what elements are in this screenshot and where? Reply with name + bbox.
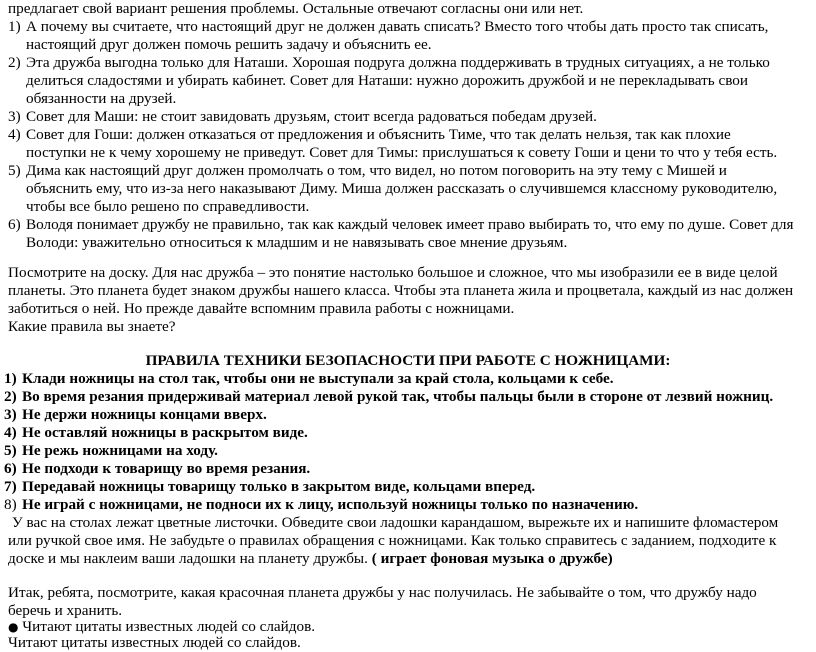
answer-item-2 <box>8 54 770 72</box>
rule-number: 2) <box>4 388 17 405</box>
rule-item-2 <box>4 388 773 406</box>
answer-line: чтобы все было решено по справедливости. <box>26 198 310 215</box>
answer-item-5 <box>8 162 727 180</box>
answer-number: 3) <box>8 108 21 125</box>
rule-text: Не играй с ножницами, не подноси их к лицу, используй ножницы только по назначению. <box>22 496 639 513</box>
rule-text: Клади ножницы на стол так, чтобы они не выступали за край стола, кольцами к себе. <box>22 370 614 387</box>
answer-line: Эта дружба выгодна только для Наташи. Хорошая подруга должна поддерживать в трудных ситуациях, а не только <box>26 54 770 71</box>
board-paragraph-line: Посмотрите на доску. Для нас дружба – это понятие настолько большое и сложное, что мы изобразили ее в виде целой <box>8 264 778 281</box>
rule-text: Во время резания придерживай материал левой рукой так, чтобы пальцы были в стороне от лезвий ножниц. <box>22 388 774 405</box>
answer-line: А почему вы считаете, что настоящий друг не должен давать списать? Вместо того чтобы дать просто так списать, <box>26 18 769 35</box>
rule-number: 6) <box>4 460 17 477</box>
answer-line: объяснить ему, что из-за него наказывают Диму. Миша должен рассказать о случившемся классному руководителю, <box>26 180 778 197</box>
answer-item-4 <box>8 126 731 144</box>
answer-number: 6) <box>8 216 21 233</box>
rule-text: Не подходи к товарищу во время резания. <box>22 460 311 477</box>
rule-text: Не держи ножницы концами вверх. <box>22 406 267 423</box>
rule-item-1 <box>4 370 614 388</box>
rule-text: Передавай ножницы товарищу только в закрытом виде, кольцами вперед. <box>22 478 536 495</box>
answer-line: делиться сладостями и убирать кабинет. Совет для Наташи: нужно дорожить дружбой и не перекладывать свои <box>26 72 749 89</box>
answer-line: Совет для Маши: не стоит завидовать друзьям, стоит всегда радоваться победам друзей. <box>26 108 597 125</box>
task-text: доске и мы наклеим ваши ладошки на планету дружбы. <box>8 550 368 567</box>
board-paragraph-line: заботиться о ней. Но прежде давайте вспомним правила работы с ножницами. <box>8 300 515 317</box>
answer-line: настоящий друг должен помочь решить задачу и объяснить ее. <box>26 36 432 53</box>
board-paragraph-line: планеты. Это планета будет знаком дружбы нашего класса. Чтобы эта планета жила и процветала, каждый из нас должен <box>8 282 794 299</box>
answer-number: 4) <box>8 126 21 143</box>
bullet-text: Читают цитаты известных людей со слайдов. <box>22 618 316 635</box>
rule-text: Не режь ножницами на ходу. <box>22 442 218 459</box>
answer-line: Володя понимает дружбу не правильно, так как каждый человек имеет право выбирать то, что ему по душе. Совет для <box>26 216 794 233</box>
rule-number: 7) <box>4 478 17 495</box>
closing-paragraph-line: Итак, ребята, посмотрите, какая красочная планета дружбы у нас получилась. Не забывайте о том, что дружбу надо <box>8 584 757 601</box>
bullet-icon: ● <box>8 620 19 634</box>
task-paragraph-line: У вас на столах лежат цветные листочки. Обведите свои ладошки карандашом, вырежьте их и напишите фломастером <box>12 514 779 531</box>
answer-line: обязанности на друзей. <box>26 90 177 107</box>
music-note: ( играет фоновая музыка о дружбе) <box>371 550 613 567</box>
task-paragraph-line: или ручкой свое имя. Не забудьте о правилах обращения с ножницами. Как только справитесь с заданием, подходите к <box>8 532 777 549</box>
task-paragraph-line <box>8 550 613 568</box>
answer-item-6 <box>8 216 793 234</box>
rule-number: 3) <box>4 406 17 423</box>
rules-title: ПРАВИЛА ТЕХНИКИ БЕЗОПАСНОСТИ ПРИ РАБОТЕ С НОЖНИЦАМИ: <box>145 352 671 369</box>
board-paragraph-line: Какие правила вы знаете? <box>8 318 176 335</box>
rule-number: 5) <box>4 442 17 459</box>
rule-number: 8) <box>4 496 17 513</box>
rule-number: 4) <box>4 424 17 441</box>
rule-item-7 <box>4 478 535 496</box>
answer-item-3 <box>8 108 597 126</box>
rule-number: 1) <box>4 370 17 387</box>
rule-item-4 <box>4 424 308 442</box>
final-line: Читают цитаты известных людей со слайдов. <box>8 634 301 651</box>
rule-item-6 <box>4 460 310 478</box>
answer-line: Володи: уважительно относиться к младшим и не навязывать свое мнение друзьям. <box>26 234 568 251</box>
rule-item-3 <box>4 406 267 424</box>
rule-item-8 <box>4 496 638 514</box>
answer-item-1 <box>8 18 768 36</box>
answer-number: 2) <box>8 54 21 71</box>
answer-line: Совет для Гоши: должен отказаться от предложения и объяснить Тиме, что так делать нельзя, так как плохие <box>26 126 731 143</box>
answer-number: 1) <box>8 18 21 35</box>
rule-text: Не оставляй ножницы в раскрытом виде. <box>22 424 308 441</box>
answer-number: 5) <box>8 162 21 179</box>
intro-line: предлагает свой вариант решения проблемы. Остальные отвечают согласны они или нет. <box>8 0 584 17</box>
rule-item-5 <box>4 442 218 460</box>
answer-line: поступки не к чему хорошему не приведут. Совет для Тимы: прислушаться к совету Гоши и цени то что у тебя есть. <box>26 144 778 161</box>
answer-line: Дима как настоящий друг должен промолчать о том, что видел, но потом поговорить на эту тему с Мишей и <box>26 162 727 179</box>
closing-paragraph-line: беречь и хранить. <box>8 602 123 619</box>
